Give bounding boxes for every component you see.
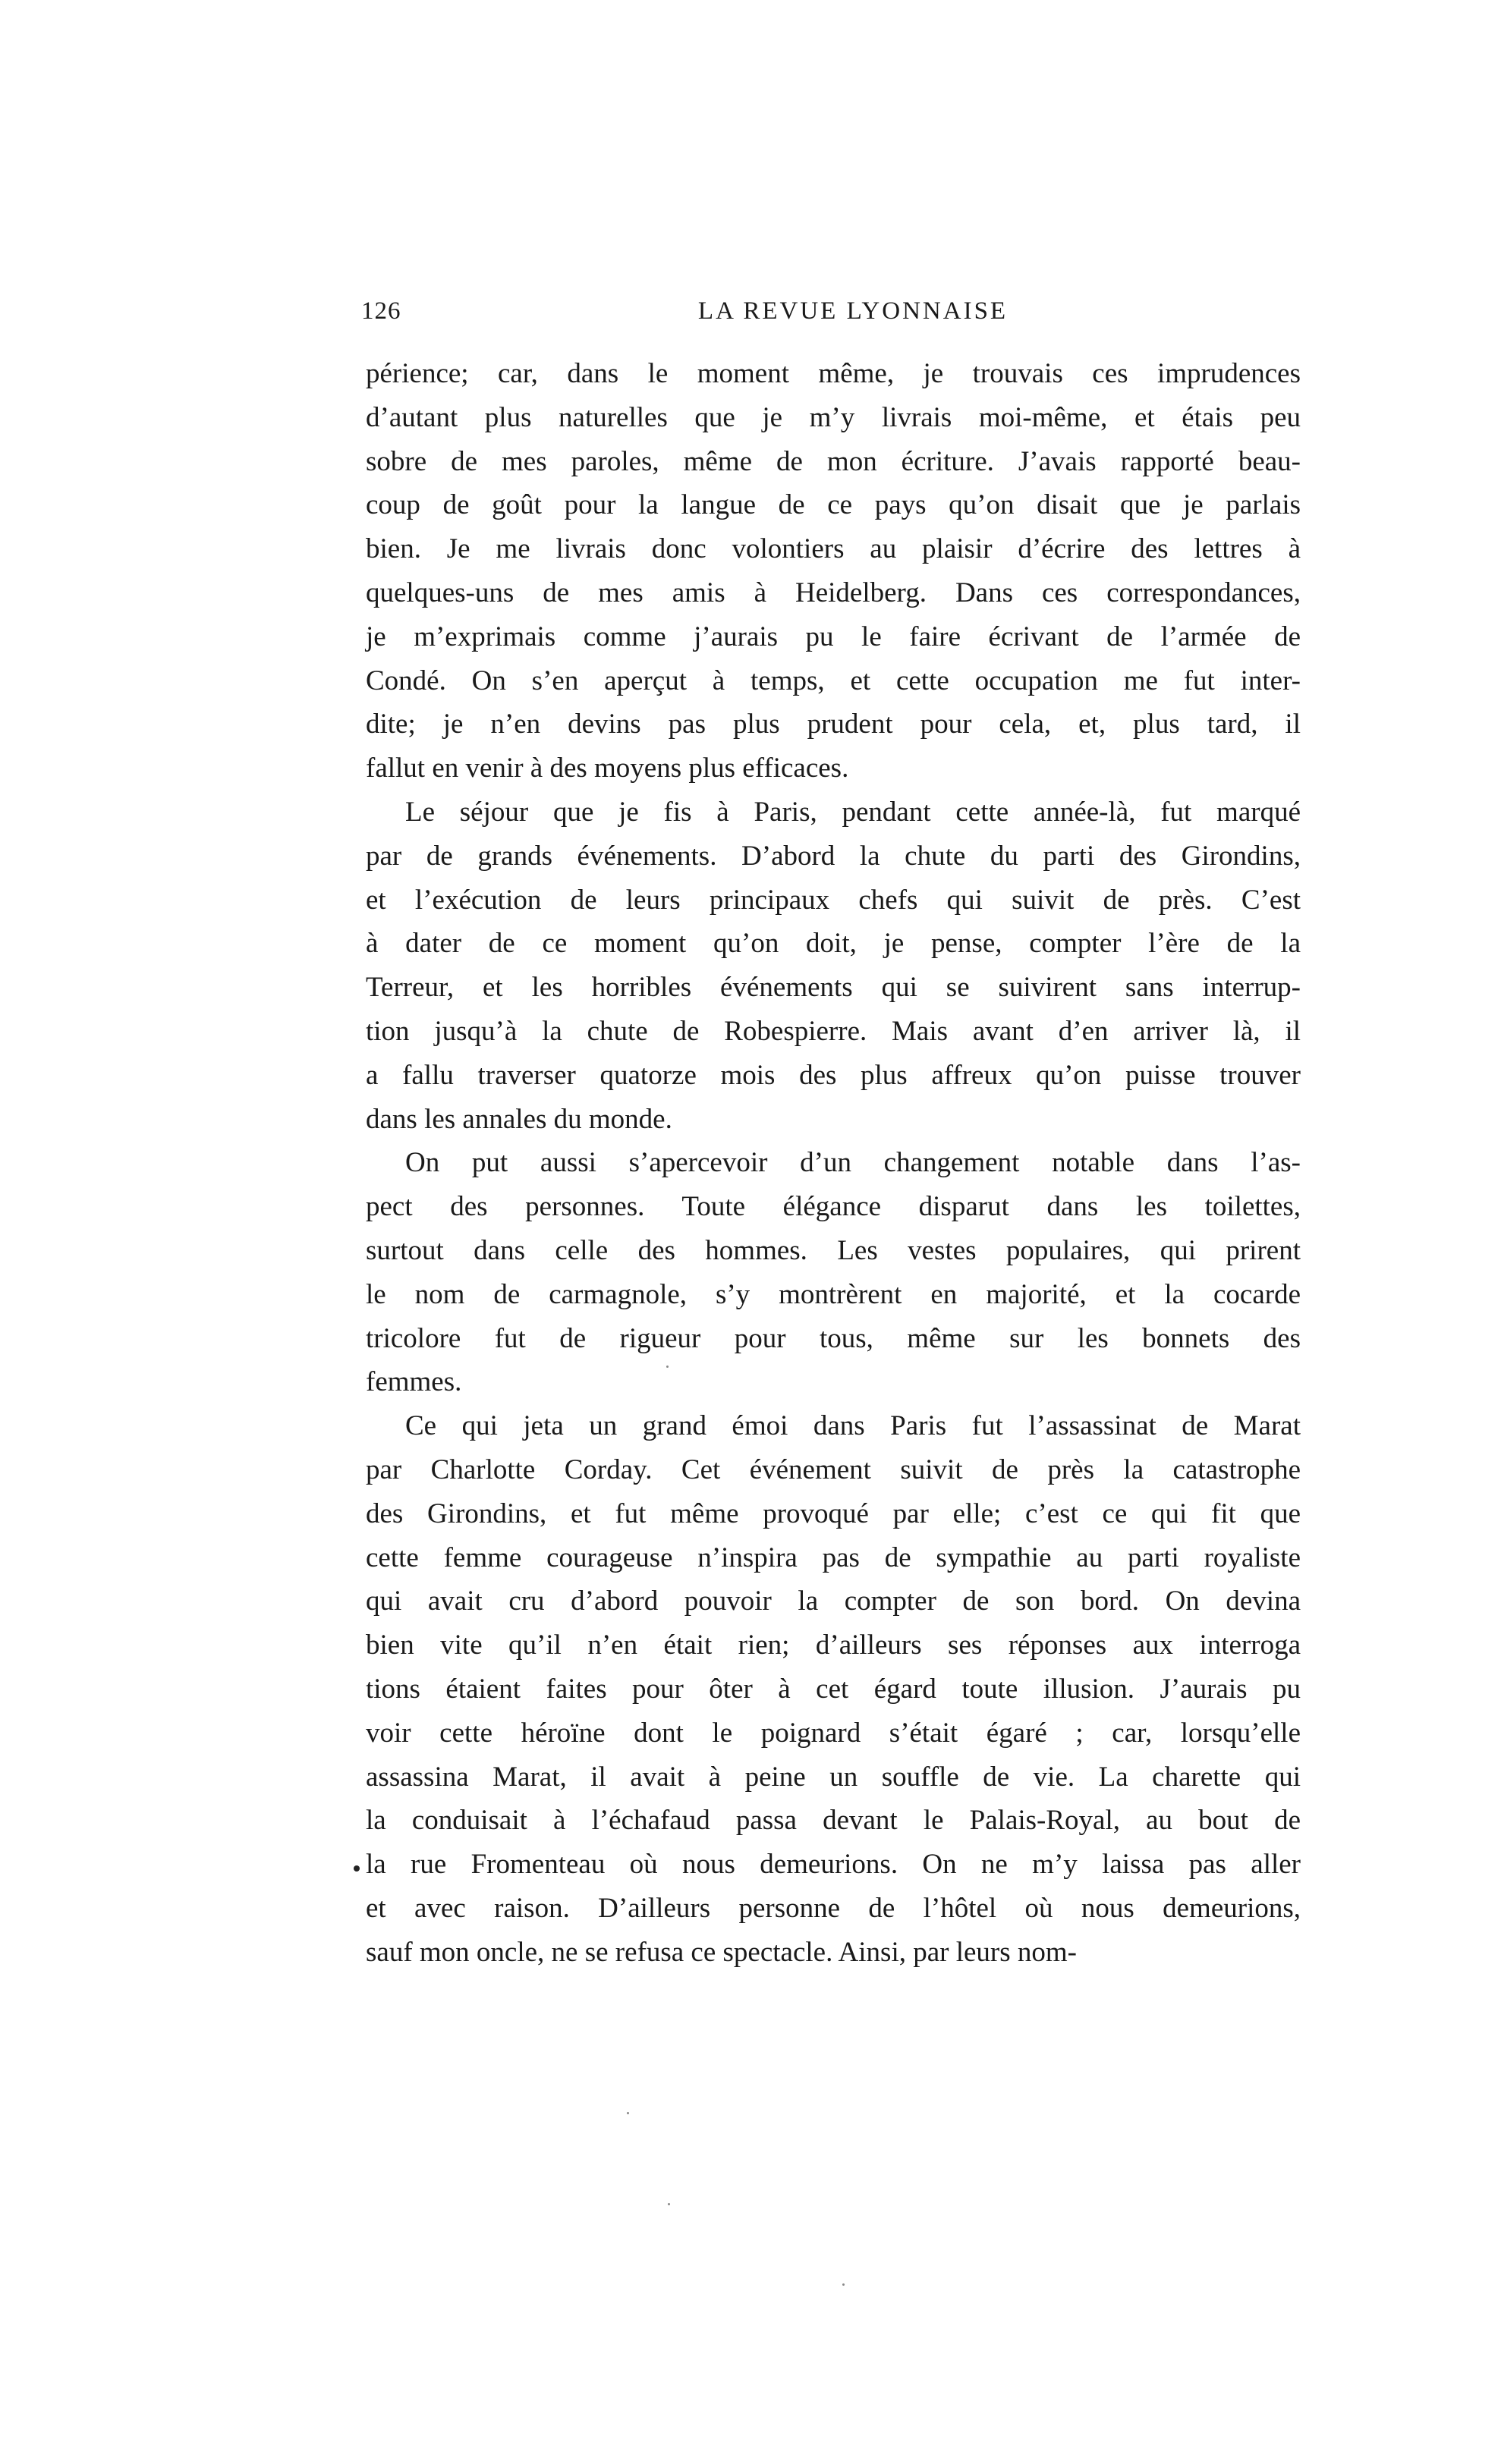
text-line: coup de goût pour la langue de ce pays qu’on disait que je parlais bbox=[366, 489, 1301, 521]
text-line: périence; car, dans le moment même, je trouvais ces imprudences bbox=[366, 358, 1301, 389]
text-line: je m’exprimais comme j’aurais pu le faire écrivant de l’armée de bbox=[366, 621, 1301, 652]
text-line: la rue Fromenteau où nous demeurions. On ne m’y laissa pas aller bbox=[366, 1849, 1301, 1881]
text-line: quelques-uns de mes amis à Heidelberg. Dans ces correspondances, bbox=[366, 577, 1301, 608]
text-line: des Girondins, et fut même provoqué par elle; c’est ce qui fit que bbox=[366, 1498, 1301, 1529]
text-line: dans les annales du monde. bbox=[366, 1103, 672, 1135]
text-line: qui avait cru d’abord pouvoir la compter de son bord. On devina bbox=[366, 1586, 1301, 1617]
scan-speck bbox=[627, 2112, 629, 2114]
text-line: fallut en venir à des moyens plus efficaces. bbox=[366, 753, 849, 784]
text-line: pect des personnes. Toute élégance disparut dans les toilettes, bbox=[366, 1191, 1301, 1223]
text-line: la conduisait à l’échafaud passa devant le Palais-Royal, au bout de bbox=[366, 1805, 1301, 1837]
text-line: sauf mon oncle, ne se refusa ce spectacle. Ainsi, par leurs nom- bbox=[366, 1936, 1077, 1968]
text-line: dite; je n’en devins pas plus prudent pour cela, et, plus tard, il bbox=[366, 709, 1301, 740]
text-line: a fallu traverser quatorze mois des plus affreux qu’on puisse trouver bbox=[366, 1059, 1301, 1091]
text-line: et l’exécution de leurs principaux chefs qui suivit de près. C’est bbox=[366, 884, 1301, 916]
text-line: à dater de ce moment qu’on doit, je pense, compter l’ère de la bbox=[366, 928, 1301, 960]
text-line: assassina Marat, il avait à peine un souffle de vie. La charette qui bbox=[366, 1761, 1301, 1793]
text-line: bien. Je me livrais donc volontiers au plaisir d’écrire des lettres à bbox=[366, 533, 1301, 565]
text-line: voir cette héroïne dont le poignard s’était égaré ; car, lorsqu’elle bbox=[366, 1717, 1301, 1749]
margin-mark bbox=[354, 1865, 360, 1872]
text-line: bien vite qu’il n’en était rien; d’ailleurs ses réponses aux interroga bbox=[366, 1630, 1301, 1661]
journal-title: LA REVUE LYONNAISE bbox=[697, 297, 1009, 325]
text-line: Le séjour que je fis à Paris, pendant cette année-là, fut marqué bbox=[405, 796, 1301, 828]
page-number: 126 bbox=[361, 297, 401, 325]
text-line: tricolore fut de rigueur pour tous, même sur les bonnets des bbox=[366, 1322, 1301, 1354]
text-line: Condé. On s’en aperçut à temps, et cette occupation me fut inter- bbox=[366, 665, 1301, 696]
paragraph bbox=[366, 790, 1301, 1141]
text-line: par Charlotte Corday. Cet événement suivit de près la catastrophe bbox=[366, 1454, 1301, 1485]
paragraph bbox=[366, 1404, 1301, 1974]
text-line: Ce qui jeta un grand émoi dans Paris fut l’assassinat de Marat bbox=[405, 1410, 1301, 1442]
scan-speck bbox=[668, 2203, 670, 2205]
text-line: sobre de mes paroles, même de mon écriture. J’avais rapporté beau- bbox=[366, 445, 1301, 477]
text-line: cette femme courageuse n’inspira pas de sympathie au parti royaliste bbox=[366, 1542, 1301, 1573]
text-line: par de grands événements. D’abord la chute du parti des Girondins, bbox=[366, 840, 1301, 872]
text-line: tions étaient faites pour ôter à cet égard toute illusion. J’aurais pu bbox=[366, 1673, 1301, 1705]
paragraph bbox=[366, 352, 1301, 790]
text-line: Terreur, et les horribles événements qui se suivirent sans interrup- bbox=[366, 972, 1301, 1004]
text-line: femmes. bbox=[366, 1366, 462, 1398]
text-line: tion jusqu’à la chute de Robespierre. Mais avant d’en arriver là, il bbox=[366, 1015, 1301, 1047]
text-line: surtout dans celle des hommes. Les vestes populaires, qui prirent bbox=[366, 1234, 1301, 1266]
text-line: le nom de carmagnole, s’y montrèrent en majorité, et la cocarde bbox=[366, 1278, 1301, 1310]
text-line: d’autant plus naturelles que je m’y livrais moi-même, et étais peu bbox=[366, 401, 1301, 433]
running-head bbox=[361, 297, 1299, 337]
text-line: On put aussi s’apercevoir d’un changement notable dans l’as- bbox=[405, 1147, 1301, 1179]
paragraph bbox=[366, 1141, 1301, 1404]
body-text bbox=[366, 352, 1301, 1974]
scan-speck bbox=[842, 2283, 845, 2286]
text-line: et avec raison. D’ailleurs personne de l’hôtel où nous demeurions, bbox=[366, 1892, 1301, 1924]
scan-speck bbox=[666, 1366, 669, 1368]
